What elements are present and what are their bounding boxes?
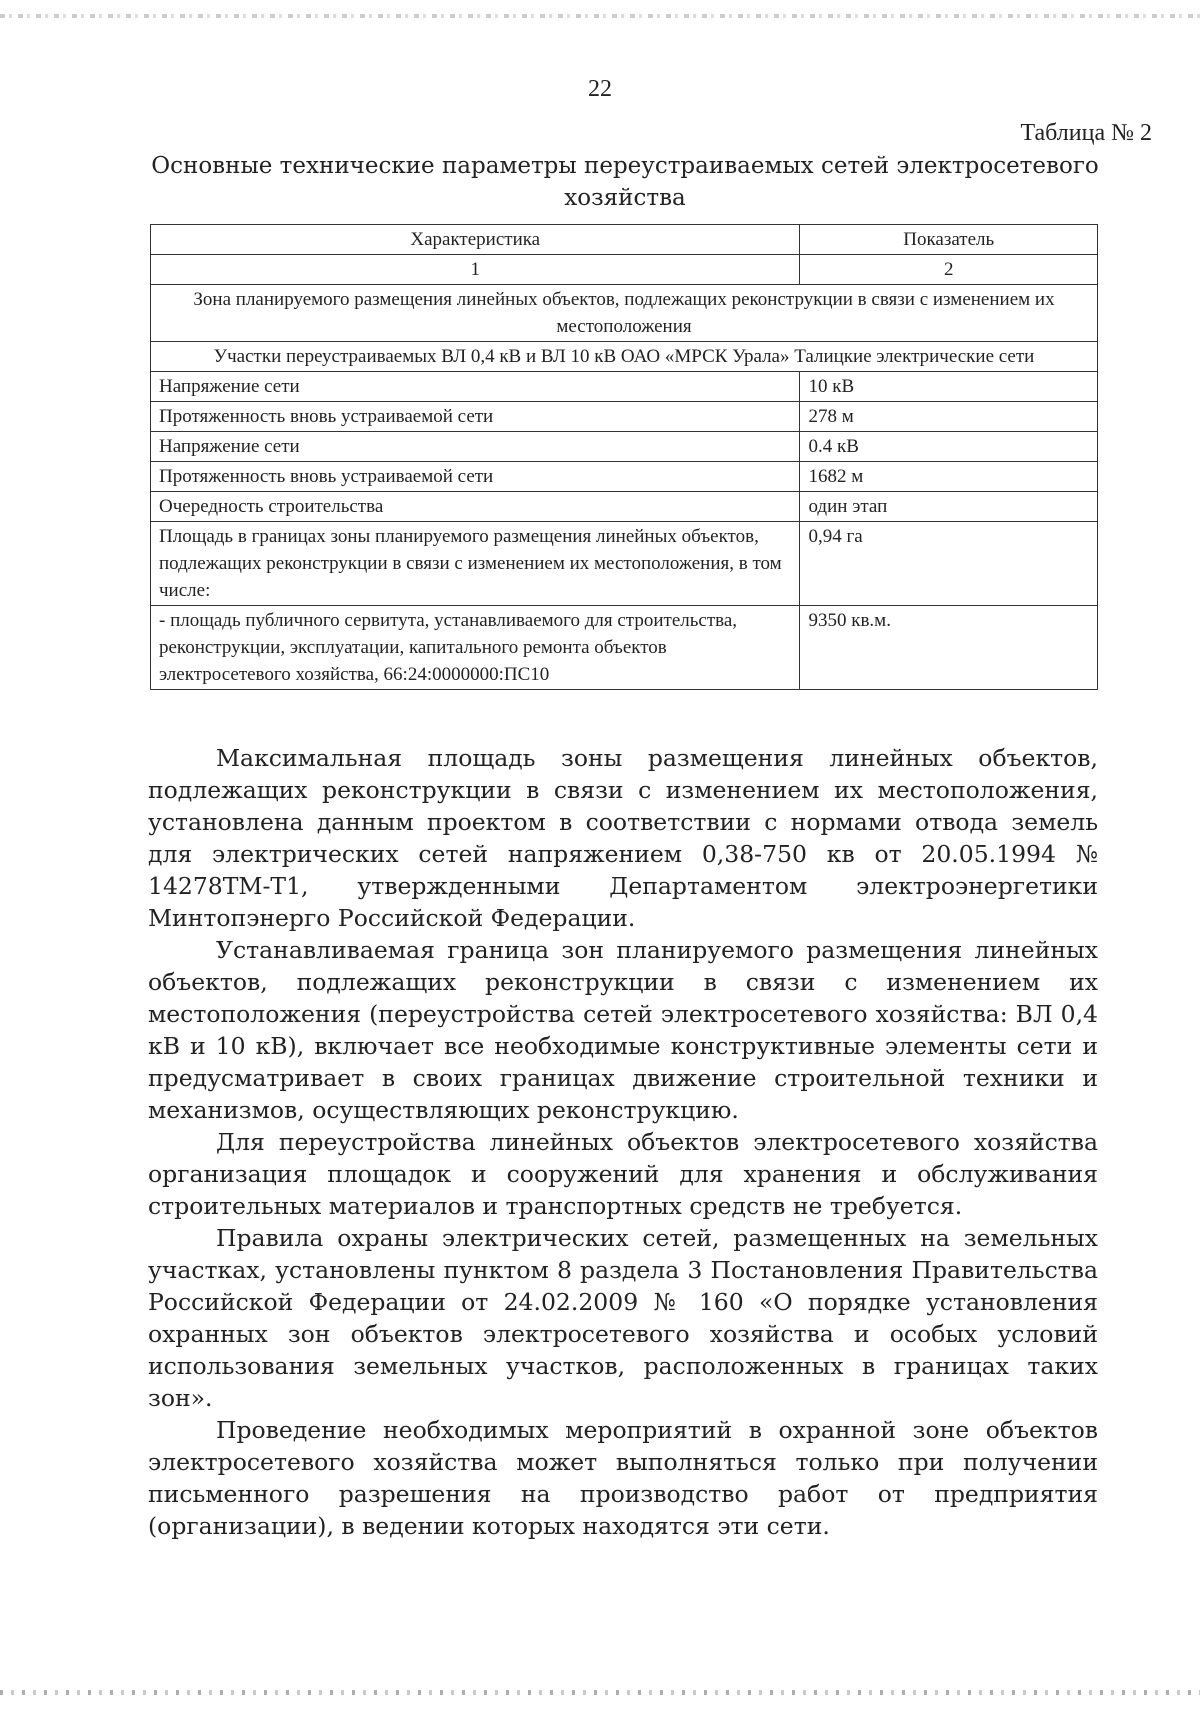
header-characteristic: Характеристика xyxy=(151,225,800,255)
paragraph: Для переустройства линейных объектов электросетевого хозяйства организация площадок и сооружений для хранения и обслуживания строительных материалов и транспортных средств не требуется. xyxy=(148,1128,1098,1220)
body-text xyxy=(148,742,1098,1542)
row-label: Очередность строительства xyxy=(151,492,800,522)
row-label: Протяженность вновь устраиваемой сети xyxy=(151,402,800,432)
page-number: 22 xyxy=(588,76,612,102)
row-value: 1682 м xyxy=(800,462,1098,492)
section-title: Участки переустраиваемых ВЛ 0,4 кВ и ВЛ 10 кВ ОАО «МРСК Урала» Талицкие электрические сети xyxy=(151,342,1098,372)
paragraph: Устанавливаемая граница зон планируемого размещения линейных объектов, подлежащих реконструкции в связи с изменением их местоположения (переустройства сетей электросетевого хозяйства: ВЛ 0,4 кВ и 10 кВ), включает все необходимые конструктивные элементы сети и предусматривает в своих границах движение строительной техники и механизмов, осуществляющих реконструкцию. xyxy=(148,936,1098,1124)
table-title: Основные технические параметры переустраиваемых сетей электросетевого хозяйства xyxy=(151,153,1099,211)
row-value: 10 кВ xyxy=(800,372,1098,402)
scan-edge-top xyxy=(0,14,1200,18)
zone-title-row xyxy=(151,285,1098,342)
row-label: Протяженность вновь устраиваемой сети xyxy=(151,462,800,492)
section-title-row xyxy=(151,342,1098,372)
row-label: Площадь в границах зоны планируемого размещения линейных объектов, подлежащих реконструкции в связи с изменением их местоположения, в том числе: xyxy=(151,522,800,606)
row-value: 0,94 га xyxy=(800,522,1098,606)
row-value: 278 м xyxy=(800,402,1098,432)
row-value: 0.4 кВ xyxy=(800,432,1098,462)
table-header-row xyxy=(151,225,1098,255)
zone-title: Зона планируемого размещения линейных объектов, подлежащих реконструкции в связи с изменением их местоположения xyxy=(151,285,1098,342)
table-row xyxy=(151,462,1098,492)
column-number: 1 xyxy=(151,255,800,285)
paragraph: Максимальная площадь зоны размещения линейных объектов, подлежащих реконструкции в связи с изменением их местоположения, установлена данным проектом в соответствии с нормами отвода земель для электрических сетей напряжением 0,38-750 кв от 20.05.1994 № 14278ТМ-Т1, утвержденными Департаментом электроэнергетики Минтопэнерго Российской Федерации. xyxy=(148,744,1098,932)
parameters-table xyxy=(150,224,1098,690)
row-value: 9350 кв.м. xyxy=(800,606,1098,690)
table-row xyxy=(151,432,1098,462)
scan-edge-bottom xyxy=(0,1690,1200,1695)
paragraph: Проведение необходимых мероприятий в охранной зоне объектов электросетевого хозяйства может выполняться только при получении письменного разрешения на производство работ от предприятия (организации), в ведении которых находятся эти сети. xyxy=(148,1416,1098,1540)
column-number: 2 xyxy=(800,255,1098,285)
row-label: Напряжение сети xyxy=(151,432,800,462)
table-row xyxy=(151,372,1098,402)
table-row xyxy=(151,492,1098,522)
row-label: Напряжение сети xyxy=(151,372,800,402)
row-value: один этап xyxy=(800,492,1098,522)
table-row xyxy=(151,522,1098,606)
header-indicator: Показатель xyxy=(800,225,1098,255)
table-row xyxy=(151,402,1098,432)
table-caption: Таблица № 2 xyxy=(1020,120,1152,146)
paragraph: Правила охраны электрических сетей, размещенных на земельных участках, установлены пунктом 8 раздела 3 Постановления Правительства Российской Федерации от 24.02.2009 № 160 «О порядке установления охранных зон объектов электросетевого хозяйства и особых условий использования земельных участков, расположенных в границах таких зон». xyxy=(148,1224,1098,1412)
row-label: - площадь публичного сервитута, устанавливаемого для строительства, реконструкции, эксплуатации, капитального ремонта объектов электросетевого хозяйства, 66:24:0000000:ПС10 xyxy=(151,606,800,690)
column-number-row xyxy=(151,255,1098,285)
table-row xyxy=(151,606,1098,690)
